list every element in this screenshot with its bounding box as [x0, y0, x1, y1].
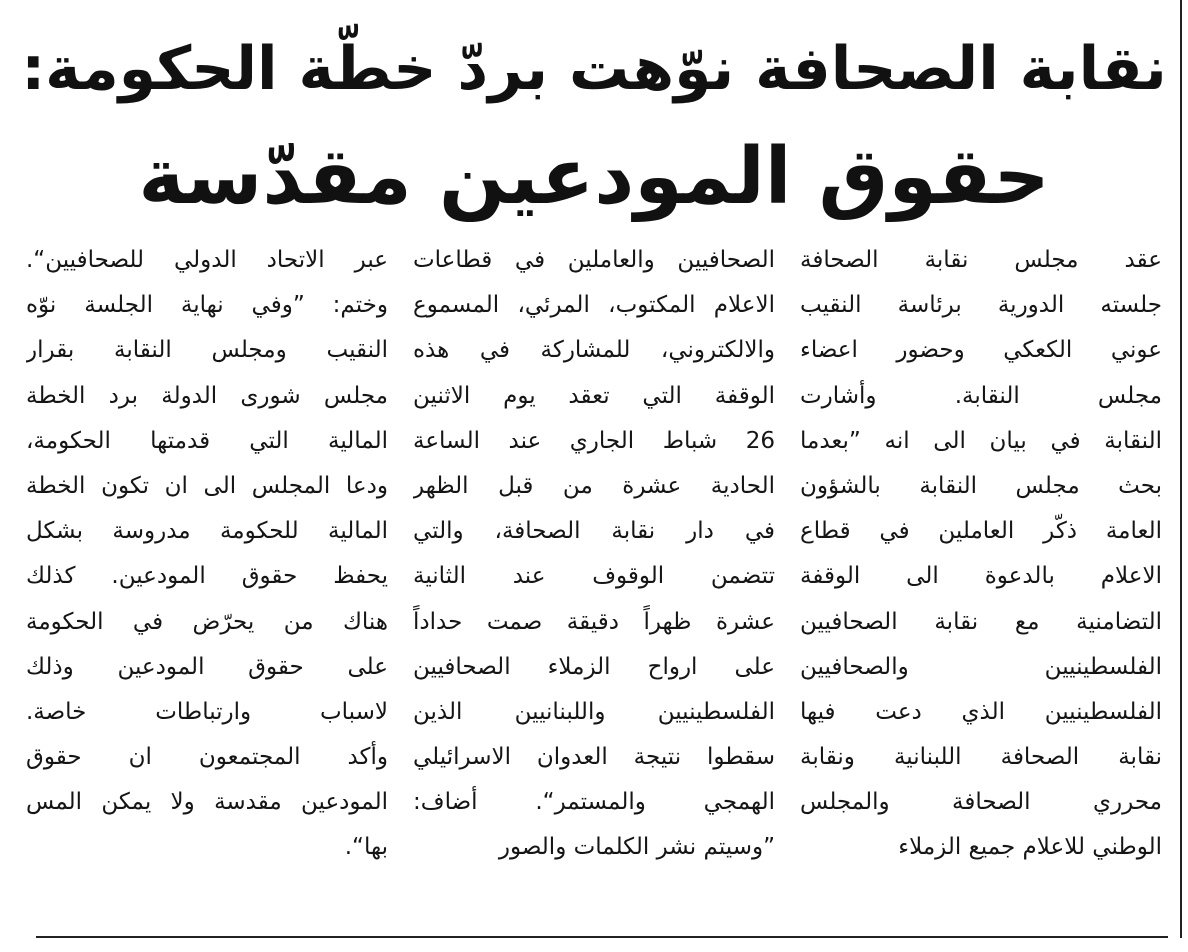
text-line: الهمجي والمستمر“. أضاف: — [413, 789, 775, 816]
text-line: عوني الكعكي وحضور اعضاء — [800, 337, 1162, 364]
text-line: وأكد المجتمعون ان حقوق — [26, 744, 388, 771]
text-line: بها“. — [344, 834, 388, 861]
text-line: العامة ذكّر العاملين في قطاع — [800, 518, 1162, 545]
column-1 — [800, 238, 1162, 916]
text-line: التضامنية مع نقابة الصحافيين — [800, 608, 1162, 635]
vertical-rule — [1180, 0, 1182, 938]
text-line: الاعلام بالدعوة الى الوقفة — [800, 563, 1162, 590]
horizontal-rule — [36, 936, 1168, 938]
text-line: الفلسطينيين الذي دعت فيها — [800, 698, 1162, 725]
text-line: لاسباب وارتباطات خاصة. — [26, 698, 388, 725]
text-line: الوقفة التي تعقد يوم الاثنين — [413, 382, 775, 409]
article-body — [26, 238, 1162, 916]
text-line: نقابة الصحافة اللبنانية ونقابة — [800, 744, 1162, 771]
text-line: مجلس شورى الدولة برد الخطة — [26, 382, 388, 409]
text-line: جلسته الدورية برئاسة النقيب — [800, 292, 1162, 319]
text-line: على ارواح الزملاء الصحافيين — [413, 653, 775, 680]
text-line: عشرة ظهراً دقيقة صمت حداداً — [413, 608, 775, 635]
text-line: في دار نقابة الصحافة، والتي — [413, 518, 775, 545]
text-line: المالية للحكومة مدروسة بشكل — [26, 518, 388, 545]
text-line: 26 شباط الجاري عند الساعة — [413, 427, 775, 454]
text-line: النقيب ومجلس النقابة بقرار — [26, 337, 388, 364]
text-line: والالكتروني، للمشاركة في هذه — [413, 337, 775, 364]
text-line: وختم: ”وفي نهاية الجلسة نوّه — [26, 292, 388, 319]
text-line: يحفظ حقوق المودعين. كذلك — [26, 563, 388, 590]
text-line: مجلس النقابة. وأشارت — [800, 382, 1162, 409]
text-line: النقابة في بيان الى انه ”بعدما — [800, 427, 1162, 454]
text-line: بحث مجلس النقابة بالشؤون — [800, 472, 1162, 499]
text-line: الفلسطينيين والصحافيين — [800, 653, 1162, 680]
text-line: سقطوا نتيجة العدوان الاسرائيلي — [413, 744, 775, 771]
text-line: عقد مجلس نقابة الصحافة — [800, 247, 1162, 273]
text-line: المالية التي قدمتها الحكومة، — [26, 427, 388, 454]
text-line: الاعلام المكتوب، المرئي، المسموع — [413, 292, 775, 319]
column-3 — [26, 238, 388, 916]
column-2 — [413, 238, 775, 916]
headline-line-2: حقوق المودعين مقدّسة — [138, 132, 1050, 223]
text-line: المودعين مقدسة ولا يمكن المس — [26, 789, 388, 816]
text-line: الوطني للاعلام جميع الزملاء — [898, 834, 1162, 861]
text-line: ”وسيتم نشر الكلمات والصور — [498, 834, 775, 861]
text-line: محرري الصحافة والمجلس — [800, 789, 1162, 816]
headline-line-1: نقابة الصحافة نوّهت بردّ خطّة الحكومة: — [21, 34, 1167, 105]
text-line: عبر الاتحاد الدولي للصحافيين“. — [26, 247, 388, 273]
headline — [20, 21, 1168, 237]
text-line: على حقوق المودعين وذلك — [26, 653, 388, 680]
text-line: الحادية عشرة من قبل الظهر — [413, 472, 775, 499]
text-line: ودعا المجلس الى ان تكون الخطة — [26, 472, 388, 499]
text-line: الصحافيين والعاملين في قطاعات — [413, 247, 775, 273]
text-line: هناك من يحرّض في الحكومة — [26, 608, 388, 635]
text-line: الفلسطينيين واللبنانيين الذين — [413, 698, 775, 725]
text-line: تتضمن الوقوف عند الثانية — [413, 563, 775, 590]
